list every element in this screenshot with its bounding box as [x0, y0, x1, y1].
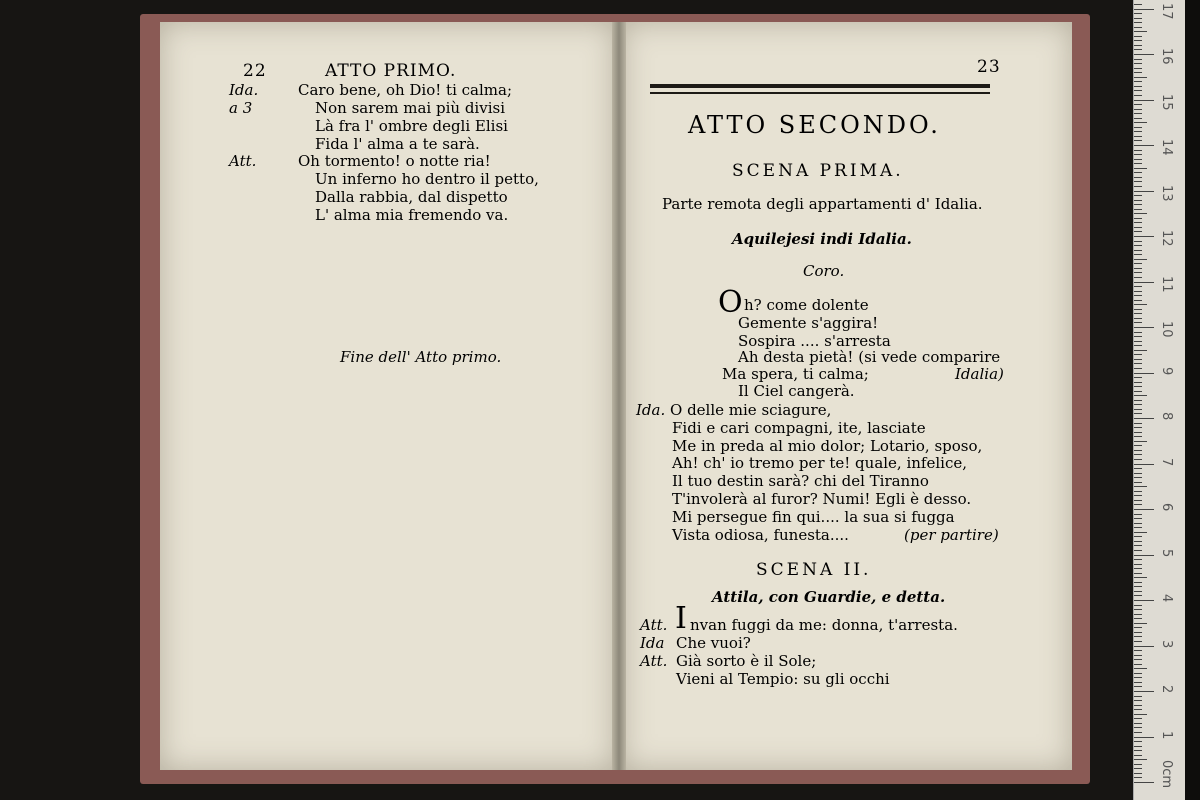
ruler-tick: [1134, 500, 1142, 501]
ruler-tick: [1134, 382, 1142, 383]
ruler-tick: [1134, 22, 1142, 23]
ruler-tick: [1134, 605, 1142, 606]
ruler-tick: [1134, 495, 1142, 496]
ruler-tick: [1134, 95, 1142, 96]
ruler-tick: [1134, 145, 1154, 146]
ruler-tick: [1134, 213, 1147, 214]
header-rule-thin: [650, 92, 990, 94]
ruler-tick: [1134, 245, 1142, 246]
ruler-tick: [1134, 764, 1142, 765]
ruler-tick: [1134, 181, 1142, 182]
ruler-tick: [1134, 686, 1142, 687]
ruler-number: 15: [1159, 93, 1174, 111]
ruler-tick: [1134, 568, 1142, 569]
ruler-tick: [1134, 527, 1142, 528]
ruler-tick: [1134, 4, 1142, 5]
ruler-tick: [1134, 350, 1147, 351]
ruler-tick: [1134, 600, 1154, 601]
ruler-tick: [1134, 154, 1142, 155]
ruler-tick: [1134, 518, 1142, 519]
ruler-tick: [1134, 150, 1142, 151]
ruler-tick: [1134, 168, 1147, 169]
ruler-tick: [1134, 327, 1154, 328]
ruler-tick: [1134, 59, 1142, 60]
ruler-number: 6: [1159, 503, 1174, 512]
ruler-number: 2: [1159, 685, 1174, 694]
ruler-tick: [1134, 436, 1142, 437]
ruler-tick: [1134, 404, 1142, 405]
verse-line: Ah! ch' io tremo per te! quale, infelice,: [672, 454, 967, 472]
ruler-tick: [1134, 386, 1142, 387]
ruler-tick: [1134, 282, 1154, 283]
verse-line: Me in preda al mio dolor; Lotario, sposo,: [672, 437, 983, 455]
ruler-tick: [1134, 222, 1142, 223]
ruler-tick: [1134, 186, 1142, 187]
ruler-tick: [1134, 300, 1142, 301]
ruler-tick: [1134, 632, 1142, 633]
ruler-tick: [1134, 650, 1142, 651]
ruler-number: 5: [1159, 548, 1174, 557]
ruler-tick: [1134, 68, 1142, 69]
ruler-tick: [1134, 241, 1142, 242]
ruler-tick: [1134, 641, 1142, 642]
ruler-tick: [1134, 595, 1142, 596]
ruler-tick: [1134, 218, 1142, 219]
ruler-tick: [1134, 259, 1147, 260]
verse-line: Un inferno ho dentro il petto,: [315, 170, 539, 188]
ruler-tick: [1134, 354, 1142, 355]
ruler-tick: [1134, 582, 1142, 583]
chorus-line: h? come dolente: [744, 296, 869, 314]
ruler-tick: [1134, 268, 1142, 269]
ruler-tick: [1134, 400, 1142, 401]
ruler-tick: [1134, 368, 1142, 369]
ruler-tick: [1134, 773, 1142, 774]
ruler-tick: [1134, 31, 1147, 32]
ruler-tick: [1134, 109, 1142, 110]
ruler-tick: [1134, 227, 1142, 228]
ruler-tick: [1134, 336, 1142, 337]
ruler-tick: [1134, 577, 1147, 578]
ruler-tick: [1134, 49, 1142, 50]
ruler-tick: [1134, 318, 1142, 319]
ruler-tick: [1134, 550, 1142, 551]
ruler-tick: [1134, 450, 1142, 451]
ruler-number: 11: [1159, 275, 1174, 293]
ruler-tick: [1134, 491, 1142, 492]
ruler-tick: [1134, 304, 1147, 305]
header-rule-thick: [650, 84, 990, 88]
ruler-tick: [1134, 136, 1142, 137]
ruler-tick: [1134, 418, 1154, 419]
stage-direction: (per partire): [904, 526, 999, 544]
ruler-tick: [1134, 27, 1142, 28]
ruler-tick: [1134, 272, 1142, 273]
ruler-tick: [1134, 536, 1142, 537]
ruler-number: 9: [1159, 366, 1174, 375]
ruler-tick: [1134, 541, 1142, 542]
ruler-tick: [1134, 263, 1142, 264]
verse-line: Fidi e cari compagni, ite, lasciate: [672, 419, 926, 437]
ruler-tick: [1134, 737, 1154, 738]
ruler-tick: [1134, 696, 1142, 697]
ruler-tick: [1134, 391, 1142, 392]
ruler-tick: [1134, 609, 1142, 610]
ruler-tick: [1134, 486, 1147, 487]
ruler-tick: [1134, 313, 1142, 314]
drop-capital: I: [675, 601, 687, 636]
ruler-tick: [1134, 341, 1142, 342]
ruler-tick: [1134, 464, 1154, 465]
ruler-tick: [1134, 646, 1154, 647]
ruler-tick: [1134, 127, 1142, 128]
ruler-tick: [1134, 514, 1142, 515]
verse-line: L' alma mia fremendo va.: [315, 206, 509, 224]
ruler-tick: [1134, 345, 1142, 346]
ruler-tick: [1134, 90, 1142, 91]
ruler-tick: [1134, 755, 1142, 756]
left-page-number: 22: [243, 61, 267, 81]
ruler-tick: [1134, 163, 1142, 164]
ruler-tick: [1134, 746, 1142, 747]
ruler-tick: [1134, 277, 1142, 278]
ruler-number: 17: [1159, 2, 1174, 20]
speaker-label: Ida.: [636, 401, 666, 419]
ruler-tick: [1134, 409, 1142, 410]
ruler-tick: [1134, 191, 1154, 192]
speaker-label: Att.: [640, 616, 668, 634]
ruler-tick: [1134, 750, 1142, 751]
verse-line: Oh tormento! o notte ria!: [298, 152, 491, 170]
verse-line: Che vuoi?: [676, 634, 751, 652]
ruler-tick: [1134, 131, 1142, 132]
ruler-tick: [1134, 636, 1142, 637]
ruler-tick: [1134, 523, 1142, 524]
ruler-tick: [1134, 482, 1142, 483]
speaker-label: a 3: [229, 99, 253, 117]
ruler-tick: [1134, 782, 1154, 783]
ruler-tick: [1134, 81, 1142, 82]
speaker-label: Att.: [229, 152, 257, 170]
left-running-head: ATTO PRIMO.: [325, 61, 457, 81]
ruler-tick: [1134, 714, 1147, 715]
chorus-line: Ah desta pietà! (si vede comparire: [738, 348, 1001, 366]
ruler-tick: [1134, 140, 1142, 141]
scene-one-heading: SCENA PRIMA.: [732, 161, 904, 181]
ruler-tick: [1134, 768, 1142, 769]
ruler-tick: [1134, 118, 1142, 119]
end-of-act-note: Fine dell' Atto primo.: [340, 348, 502, 366]
ruler-number: 3: [1159, 639, 1174, 648]
ruler-tick: [1134, 200, 1142, 201]
scene-two-characters: Attila, con Guardie, e detta.: [712, 588, 946, 606]
ruler-tick: [1134, 555, 1154, 556]
ruler-tick: [1134, 100, 1154, 101]
ruler-tick: [1134, 709, 1142, 710]
scene-characters: Aquilejesi indi Idalia.: [732, 230, 912, 248]
ruler-tick: [1134, 204, 1142, 205]
ruler-tick: [1134, 40, 1142, 41]
ruler-tick: [1134, 705, 1142, 706]
ruler-tick: [1134, 18, 1142, 19]
verse-line: Vista odiosa, funesta....: [672, 526, 849, 544]
ruler-tick: [1134, 423, 1142, 424]
ruler-number: 7: [1159, 457, 1174, 466]
ruler-tick: [1134, 677, 1142, 678]
ruler-tick: [1134, 363, 1142, 364]
speaker-label: Att.: [640, 652, 668, 670]
ruler-tick: [1134, 718, 1142, 719]
ruler-tick: [1134, 373, 1154, 374]
ruler-number: 16: [1159, 48, 1174, 65]
chorus-line: Il Ciel cangerà.: [738, 382, 855, 400]
verse-line: Il tuo destin sarà? chi del Tiranno: [672, 472, 929, 490]
ruler-number: 12: [1159, 230, 1174, 247]
verse-line: Dalla rabbia, dal dispetto: [315, 188, 508, 206]
ruler-tick: [1134, 586, 1142, 587]
ruler-number: 10: [1159, 321, 1174, 338]
verse-line: nvan fuggi da me: donna, t'arresta.: [690, 616, 958, 634]
verse-line: Mi persegue fin qui.... la sua si fugga: [672, 508, 955, 526]
ruler-tick: [1134, 427, 1142, 428]
ruler-number: 4: [1159, 594, 1174, 603]
speaker-label: Ida: [640, 634, 665, 652]
ruler-tick: [1134, 441, 1147, 442]
ruler-number: 13: [1159, 184, 1174, 202]
scene-two-heading: SCENA II.: [756, 560, 872, 580]
ruler-tick: [1134, 468, 1142, 469]
ruler-tick: [1134, 682, 1142, 683]
book-gutter: [612, 22, 626, 770]
ruler-tick: [1134, 54, 1154, 55]
ruler-tick: [1134, 759, 1147, 760]
verse-line: T'involerà al furor? Numi! Egli è desso.: [672, 490, 972, 508]
verse-line: Là fra l' ombre degli Elisi: [315, 117, 508, 135]
ruler-tick: [1134, 614, 1142, 615]
ruler-tick: [1134, 504, 1142, 505]
verse-line: Già sorto è il Sole;: [676, 652, 817, 670]
chorus-line: Gemente s'aggira!: [738, 314, 879, 332]
speaker-label: Ida.: [229, 81, 259, 99]
chorus-label: Coro.: [803, 262, 845, 280]
ruler-tick: [1134, 532, 1147, 533]
ruler-number: 8: [1159, 412, 1174, 421]
ruler-tick: [1134, 659, 1142, 660]
chorus-line: Sospira .... s'arresta: [738, 332, 891, 350]
scene-setting: Parte remota degli appartamenti d' Idalia.: [662, 195, 983, 213]
ruler-tick: [1134, 777, 1142, 778]
ruler-tick: [1134, 72, 1142, 73]
ruler-tick: [1134, 359, 1142, 360]
ruler-tick: [1134, 45, 1142, 46]
ruler-tick: [1134, 473, 1142, 474]
ruler-tick: [1134, 559, 1142, 560]
measuring-ruler: [1133, 0, 1186, 800]
ruler-tick: [1134, 727, 1142, 728]
ruler-tick: [1134, 172, 1142, 173]
ruler-tick: [1134, 236, 1154, 237]
ruler-tick: [1134, 195, 1142, 196]
ruler-tick: [1134, 459, 1142, 460]
ruler-unit-label: 0cm: [1159, 760, 1174, 789]
ruler-tick: [1134, 573, 1142, 574]
ruler-tick: [1134, 309, 1142, 310]
ruler-tick: [1134, 322, 1142, 323]
chorus-line: Ma spera, ti calma;: [722, 365, 869, 383]
ruler-tick: [1134, 177, 1142, 178]
ruler-tick: [1134, 477, 1142, 478]
ruler-tick: [1134, 122, 1147, 123]
ruler-tick: [1134, 618, 1142, 619]
ruler-tick: [1134, 545, 1142, 546]
ruler-tick: [1134, 159, 1142, 160]
ruler-tick: [1134, 250, 1142, 251]
background-shadow: [1185, 0, 1200, 800]
ruler-tick: [1134, 673, 1142, 674]
ruler-tick: [1134, 254, 1142, 255]
ruler-tick: [1134, 231, 1142, 232]
ruler-tick: [1134, 295, 1142, 296]
ruler-tick: [1134, 445, 1142, 446]
ruler-tick: [1134, 509, 1154, 510]
verse-line: Non sarem mai più divisi: [315, 99, 505, 117]
ruler-tick: [1134, 413, 1142, 414]
ruler-tick: [1134, 732, 1142, 733]
stage-direction: Idalia): [955, 365, 1004, 383]
verse-line: O delle mie sciagure,: [670, 401, 832, 419]
ruler-number: 1: [1159, 730, 1174, 739]
ruler-tick: [1134, 113, 1142, 114]
ruler-tick: [1134, 395, 1147, 396]
ruler-tick: [1134, 591, 1142, 592]
ruler-tick: [1134, 723, 1142, 724]
verse-line: Fida l' alma a te sarà.: [315, 135, 480, 153]
ruler-tick: [1134, 741, 1142, 742]
ruler-tick: [1134, 209, 1142, 210]
ruler-tick: [1134, 286, 1142, 287]
verse-line: Caro bene, oh Dio! ti calma;: [298, 81, 513, 99]
ruler-tick: [1134, 104, 1142, 105]
ruler-tick: [1134, 691, 1154, 692]
ruler-number: 14: [1159, 139, 1174, 156]
ruler-tick: [1134, 86, 1142, 87]
ruler-tick: [1134, 627, 1142, 628]
ruler-tick: [1134, 13, 1142, 14]
ruler-tick: [1134, 9, 1154, 10]
right-page-number: 23: [977, 57, 1001, 77]
ruler-tick: [1134, 668, 1147, 669]
ruler-tick: [1134, 623, 1147, 624]
ruler-tick: [1134, 564, 1142, 565]
ruler-tick: [1134, 432, 1142, 433]
ruler-tick: [1134, 332, 1142, 333]
ruler-tick: [1134, 77, 1147, 78]
ruler-tick: [1134, 664, 1142, 665]
ruler-tick: [1134, 63, 1142, 64]
ruler-tick: [1134, 291, 1142, 292]
verse-line: Vieni al Tempio: su gli occhi: [676, 670, 890, 688]
act-title: ATTO SECONDO.: [688, 111, 941, 139]
drop-capital: O: [718, 285, 743, 320]
ruler-tick: [1134, 36, 1142, 37]
ruler-tick: [1134, 377, 1142, 378]
ruler-tick: [1134, 655, 1142, 656]
ruler-tick: [1134, 454, 1142, 455]
ruler-tick: [1134, 700, 1142, 701]
